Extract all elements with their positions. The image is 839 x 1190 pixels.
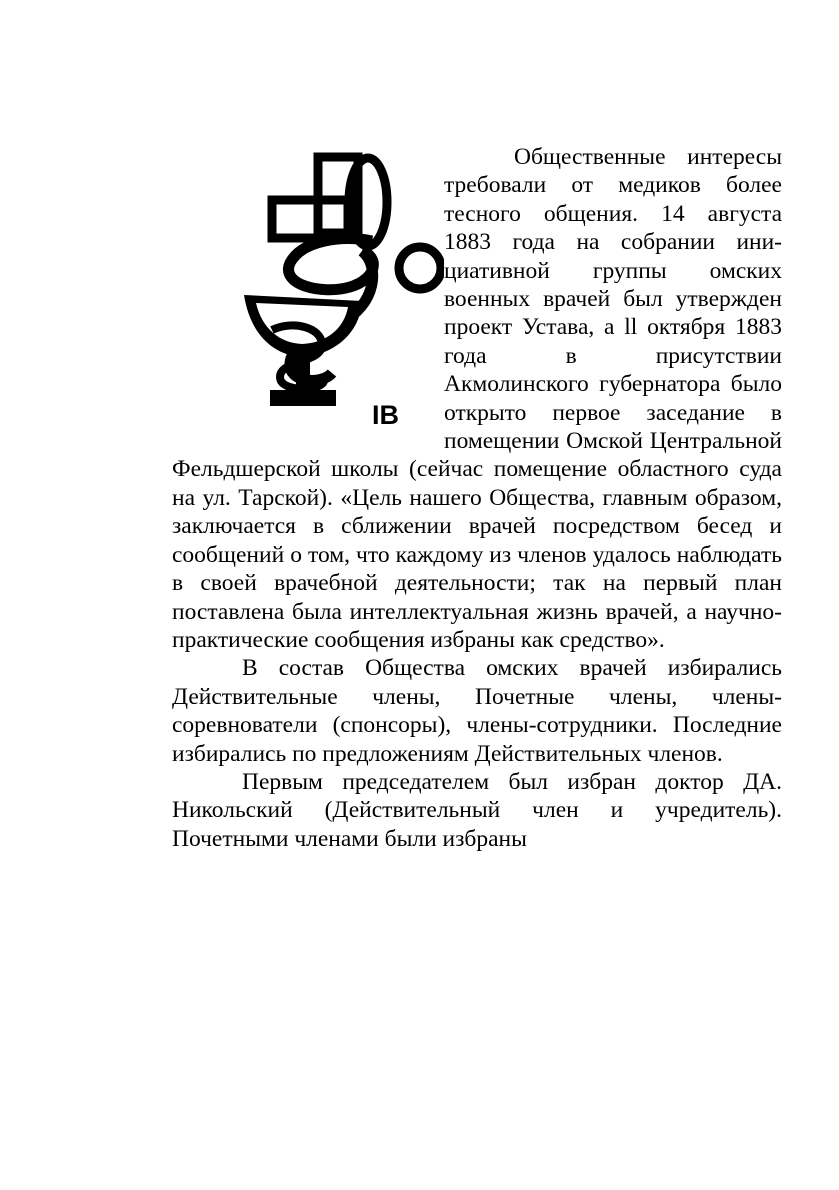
paragraph-2: В состав Общества омских врачей избирались Действительные члены, Почетные члены, члены-соревнователи (спонсоры), члены-сотрудники. Последние избирались по предложениям Действительных членов. — [172, 655, 782, 767]
paragraph-3: Первым председателем был избран доктор ДА. Никольский (Действительный член и учредитель). Почетными членами были избраны — [172, 768, 782, 852]
emblem-monogram: ІВ — [372, 400, 399, 430]
document-body — [172, 143, 782, 853]
bowl-and-snake-emblem-icon — [172, 145, 444, 435]
paragraph-1: Общественные интересы требовали от медиков более тесного общения. 14 августа 1883 года на собрании ини-циативной группы омских военных врачей был утвержден проект Устава, а ll октября 1883 года в присутствии Акмолинского губернатора было открыто первое заседание в помещении Омской Центральной Фельдшерской школы (сейчас помещение областного суда на ул. Тарской). «Цель нашего Общества, главным образом, заключается в сближении врачей посредством бесед и сообщений о том, что каждому из членов удалось наблюдать в своей врачебной деятельности; так на первый план поставлена была интеллектуальная жизнь врачей, а научно-практические сообщения избраны как средство». — [172, 144, 782, 653]
emblem — [172, 145, 444, 435]
